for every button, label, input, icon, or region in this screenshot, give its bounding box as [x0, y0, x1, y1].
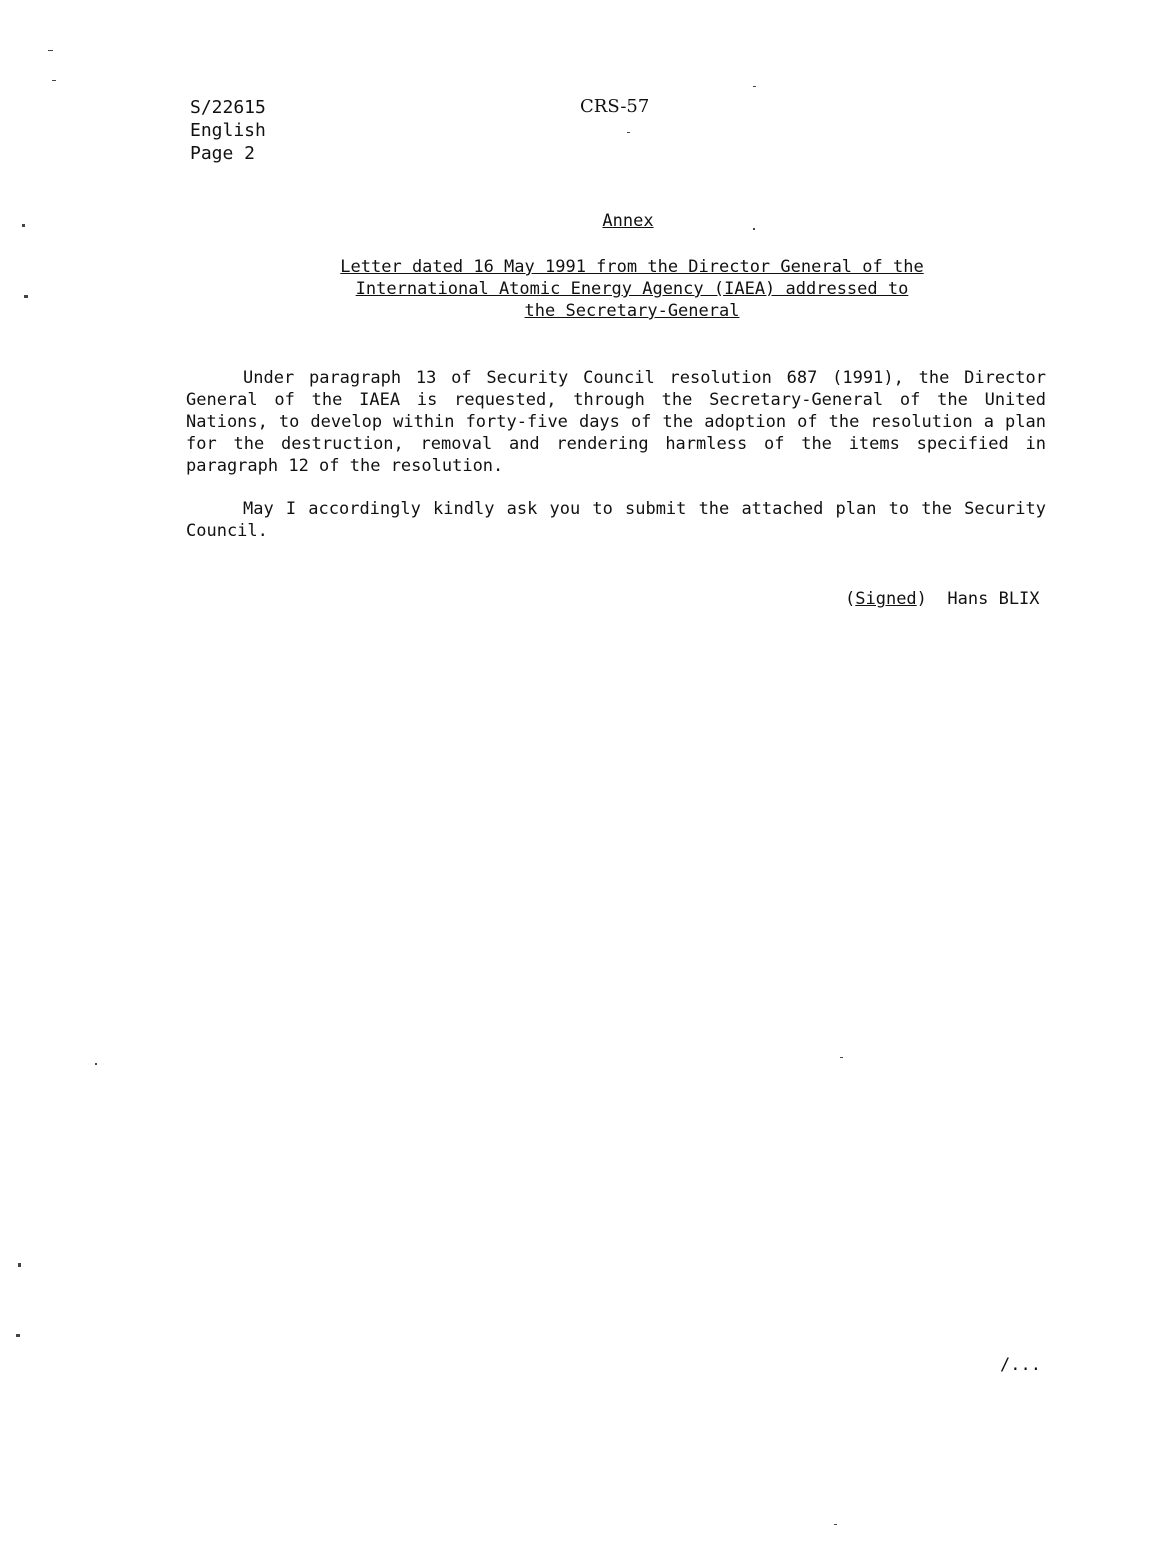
signature-line	[845, 589, 1040, 609]
scan-speck	[753, 228, 755, 230]
body-paragraph: May I accordingly kindly ask you to submit the attached plan to the Security Council.	[186, 499, 1046, 541]
signature-paren-open: (	[845, 589, 856, 609]
letter-heading-line: International Atomic Energy Agency (IAEA) addressed to	[355, 279, 909, 299]
document-language: English	[190, 120, 266, 141]
signed-label: Signed	[855, 589, 917, 609]
document-symbol: S/22615	[190, 97, 266, 118]
annex-title: Annex	[602, 211, 654, 231]
scan-speck	[16, 1334, 20, 1337]
signatory-name: Hans BLIX	[947, 589, 1040, 609]
letter-heading-line: Letter dated 16 May 1991 from the Director General of the	[340, 257, 924, 277]
body-paragraph: Under paragraph 13 of Security Council resolution 687 (1991), the Director General of the IAEA is requested, through the Secretary-General of the United Nations, to develop within forty-five days of the adoption of the resolution a plan for the destruction, removal and rendering harmless of the items specified in paragraph 12 of the resolution.	[186, 368, 1046, 476]
scan-speck	[834, 1524, 837, 1525]
scan-speck	[753, 86, 756, 87]
scan-speck	[48, 50, 53, 51]
crs-page-number: CRS-57	[580, 96, 650, 117]
scan-speck	[24, 295, 28, 298]
letter-heading-line: the Secretary-General	[524, 301, 740, 321]
page-number: Page 2	[190, 143, 256, 164]
scan-speck	[52, 80, 56, 81]
scan-speck	[22, 224, 25, 227]
scan-speck	[840, 1057, 843, 1058]
continuation-mark: /...	[1000, 1355, 1041, 1375]
scan-speck	[95, 1063, 97, 1065]
document-header	[190, 96, 266, 165]
signature-paren-close: )	[916, 589, 927, 609]
letter-heading	[312, 256, 952, 322]
scan-speck	[18, 1263, 21, 1267]
scan-speck	[627, 132, 630, 133]
